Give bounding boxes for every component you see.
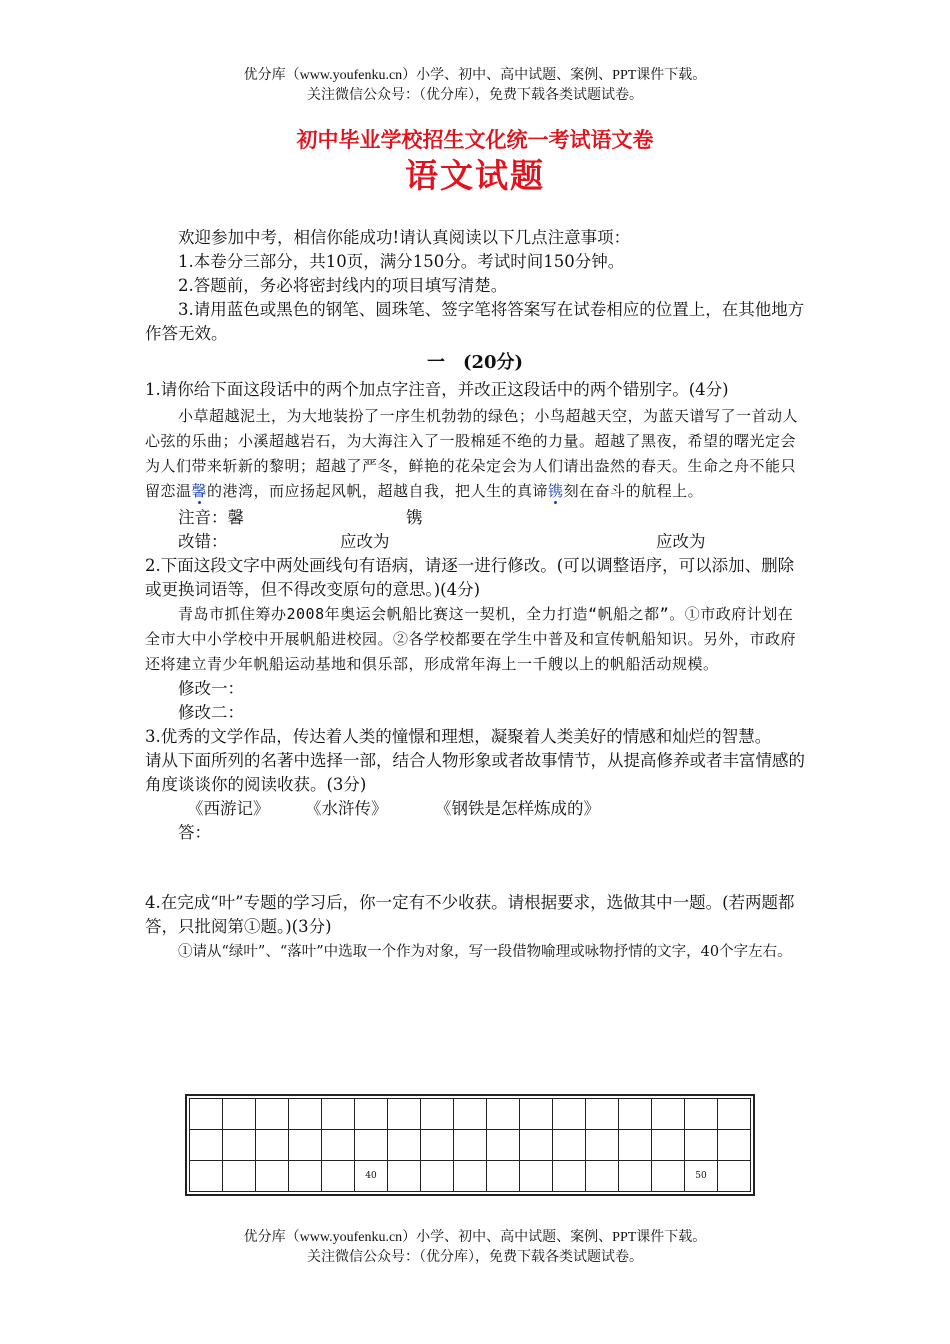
q3-book-3: 《钢铁是怎样炼成的》 <box>435 799 600 818</box>
dotted-char-2: 镌 <box>548 482 564 500</box>
q4-option-1: ①请从“绿叶”、“落叶”中选取一个作为对象，写一段借物喻理或咏物抒情的文字，40个字左右。 <box>178 944 792 960</box>
grid-mark-50[interactable]: 50 <box>685 1161 718 1192</box>
footer-line-1: 优分库（www.youfenku.cn）小学、初中、高中试题、案例、PPT课件下载。 <box>243 1230 707 1245</box>
answer-grid <box>185 1094 755 1196</box>
q1-passage-c: 刻在奋斗的航程上。 <box>563 482 704 500</box>
q3-prompt: 3.优秀的文学作品，传达着人类的憧憬和理想，凝聚着人类美好的情感和灿烂的智慧。 <box>145 727 772 746</box>
notice-item-3: 3.请用蓝色或黑色的钢笔、圆珠笔、签字笔将答案写在试卷相应的位置上，在其他地方作答无效。 <box>145 300 805 343</box>
q1-correction-row <box>145 530 805 554</box>
notice-block <box>145 226 805 963</box>
section-1-heading: 一 (20分) <box>426 352 524 373</box>
q3-book-list <box>145 797 805 821</box>
header-line-1: 优分库（www.youfenku.cn）小学、初中、高中试题、案例、PPT课件下载。 <box>243 68 707 83</box>
exam-subtitle: 语文试题 <box>405 156 545 195</box>
q1-zhuyin-row <box>145 506 805 530</box>
notice-item-2: 2.答题前，务必将密封线内的项目填写清楚。 <box>178 276 508 295</box>
grid-row <box>190 1130 751 1161</box>
q2-prompt: 2.下面这段文字中两处画线句有语病，请逐一进行修改。(可以调整语序，可以添加、删除或更换词语等，但不得改变原句的意思。)(4分) <box>145 556 795 599</box>
q1-passage-b: 的港湾，而应扬起风帆，超越自我，把人生的真谛 <box>207 482 549 500</box>
q1-correction-label: 改错： <box>178 532 228 551</box>
q2-fix-1: 修改一： <box>178 679 244 698</box>
notice-item-1: 1.本卷分三部分，共10页，满分150分。考试时间150分钟。 <box>178 252 625 271</box>
grid-row <box>190 1161 751 1192</box>
page-header <box>0 66 950 106</box>
q1-passage-a: 小草超越泥土，为大地装扮了一序生机勃勃的绿色；小鸟超越天空，为蓝天谱写了一首动人心弦的乐曲；小溪超越岩石，为大海注入了一股棉延不绝的力量。超越了黑夜，希望的曙光定会为人们带来斩新的黎明；超越了严冬，鲜艳的花朵定会为人们请出盎然的春天。生命之舟不能只留恋温 <box>145 407 799 500</box>
exam-title: 初中毕业学校招生文化统一考试语文卷 <box>296 128 654 152</box>
q2-fix-2: 修改二： <box>178 703 244 722</box>
q3-book-2: 《水浒传》 <box>305 799 388 818</box>
grid-mark-40[interactable]: 40 <box>355 1161 388 1192</box>
q4-prompt: 4.在完成“叶”专题的学习后，你一定有不少收获。请根据要求，选做其中一题。(若两题都答，只批阅第①题。)(3分) <box>145 893 795 936</box>
dotted-char-1: 馨 <box>191 482 208 500</box>
q2-passage: 青岛市抓住筹办2008年奥运会帆船比赛这一契机，全力打造“帆船之都”。①市政府计划在全市大中小学校中开展帆船进校园。②各学校都要在学生中普及和宣传帆船知识。另外，市政府还将建立青少年帆船运动基地和俱乐部，形成常年海上一千艘以上的帆船活动规模。 <box>145 605 797 673</box>
grid-row <box>190 1099 751 1130</box>
q1-prompt: 1.请你给下面这段话中的两个加点字注音，并改正这段话中的两个错别字。(4分) <box>145 380 729 399</box>
q1-should-be-2: 应改为 <box>656 532 706 551</box>
notice-intro: 欢迎参加中考，相信你能成功!请认真阅读以下几点注意事项： <box>178 228 631 247</box>
header-line-2: 关注微信公众号：（优分库），免费下载各类试题试卷。 <box>307 88 643 103</box>
q1-should-be-1: 应改为 <box>340 532 390 551</box>
q1-passage <box>145 404 805 504</box>
q3-book-1: 《西游记》 <box>187 799 270 818</box>
q1-zhuyin-label: 注音：馨 <box>178 508 244 527</box>
q1-zhuyin-label-2: 镌 <box>406 508 423 527</box>
footer-line-2: 关注微信公众号：（优分库），免费下载各类试题试卷。 <box>307 1250 643 1265</box>
q3-answer-label: 答： <box>178 823 211 842</box>
q3-prompt-2: 请从下面所列的名著中选择一部，结合人物形象或者故事情节，从提高修养或者丰富情感的角度谈谈你的阅读收获。(3分) <box>145 751 805 794</box>
page-footer <box>0 1228 950 1268</box>
